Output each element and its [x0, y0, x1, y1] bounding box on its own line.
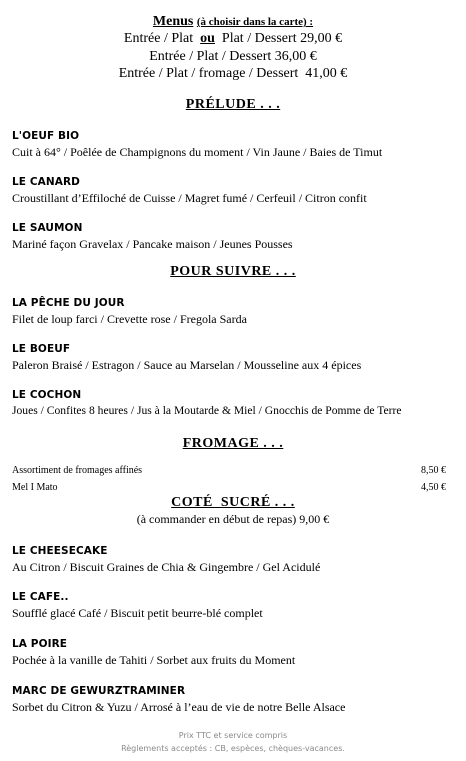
formula-2-text: Entrée / Plat / Dessert [149, 49, 272, 64]
dish-description: Au Citron / Biscuit Graines de Chia & Gingembre / Gel Acidulé [12, 560, 321, 574]
dish-description: Mariné façon Gravelax / Pancake maison / Jeunes Pousses [12, 237, 293, 251]
dish-description: Soufflé glacé Café / Biscuit petit beurre-blé complet [12, 606, 263, 620]
dish-name: LE CHEESECAKE [12, 545, 108, 557]
formula-3-price: 41,00 € [305, 66, 348, 81]
cheese-item-price: 4,50 € [421, 482, 446, 493]
menus-note: (à choisir dans la carte) : [196, 16, 314, 28]
formula-2-price: 36,00 € [274, 49, 317, 64]
cheese-item-name: Assortiment de fromages affinés [12, 465, 143, 476]
dish-name: L'OEUF BIO [12, 130, 80, 142]
dish-name: LE CAFE.. [12, 591, 69, 603]
dish-name: LE SAUMON [12, 222, 83, 234]
dish-description: Joues / Confites 8 heures / Jus à la Moutarde & Miel / Gnocchis de Pomme de Terre [12, 404, 402, 417]
dish-description: Paleron Braisé / Estragon / Sauce au Marselan / Mousseline aux 4 épices [12, 358, 362, 372]
section-title-pour-suivre: POUR SUIVRE . . . [170, 264, 296, 279]
dish-description: Filet de loup farci / Crevette rose / Fregola Sarda [12, 312, 247, 326]
dish-description: Sorbet du Citron & Yuzu / Arrosé à l’eau de vie de notre Belle Alsace [12, 700, 346, 714]
section-title-prelude: PRÉLUDE . . . [185, 97, 281, 112]
formula-line-1 [0, 31, 466, 47]
footer-payment-note: Règlements acceptés : CB, espèces, chèques-vacances. [121, 744, 345, 753]
dish-name: LA PÊCHE DU JOUR [12, 297, 125, 309]
dish-description: Croustillant d’Effiloché de Cuisse / Magret fumé / Cerfeuil / Citron confit [12, 191, 367, 205]
section-title-cote-sucre: COTÉ SUCRÉ . . . [171, 495, 295, 510]
formula-3-text: Entrée / Plat / fromage / Dessert [118, 66, 299, 81]
cheese-item-price: 8,50 € [421, 465, 446, 476]
dessert-subtitle: (à commander en début de repas) 9,00 € [136, 512, 330, 526]
cheese-item-name: Mel I Mato [12, 482, 58, 493]
formula-1-ou: ou [200, 31, 215, 46]
dish-description: Cuit à 64° / Poêlée de Champignons du moment / Vin Jaune / Baies de Timut [12, 145, 383, 159]
menus-label: Menus [152, 14, 194, 29]
section-title-fromage: FROMAGE . . . [182, 436, 284, 451]
dish-name: LE CANARD [12, 176, 80, 188]
formula-1-part-a: Entrée / Plat [123, 31, 194, 46]
dish-description: Pochée à la vanille de Tahiti / Sorbet aux fruits du Moment [12, 653, 296, 667]
dish-name: LE BOEUF [12, 343, 71, 355]
footer-price-note: Prix TTC et service compris [178, 731, 288, 740]
formula-line-3 [0, 66, 466, 82]
dish-name: LA POIRE [12, 638, 68, 650]
dish-name: MARC DE GEWURZTRAMINER [12, 685, 186, 697]
formula-line-2 [0, 49, 466, 65]
formula-1-price: 29,00 € [300, 31, 343, 46]
menus-heading [0, 14, 466, 30]
dish-name: LE COCHON [12, 389, 82, 401]
formula-1-part-b: Plat / Dessert [221, 31, 297, 46]
